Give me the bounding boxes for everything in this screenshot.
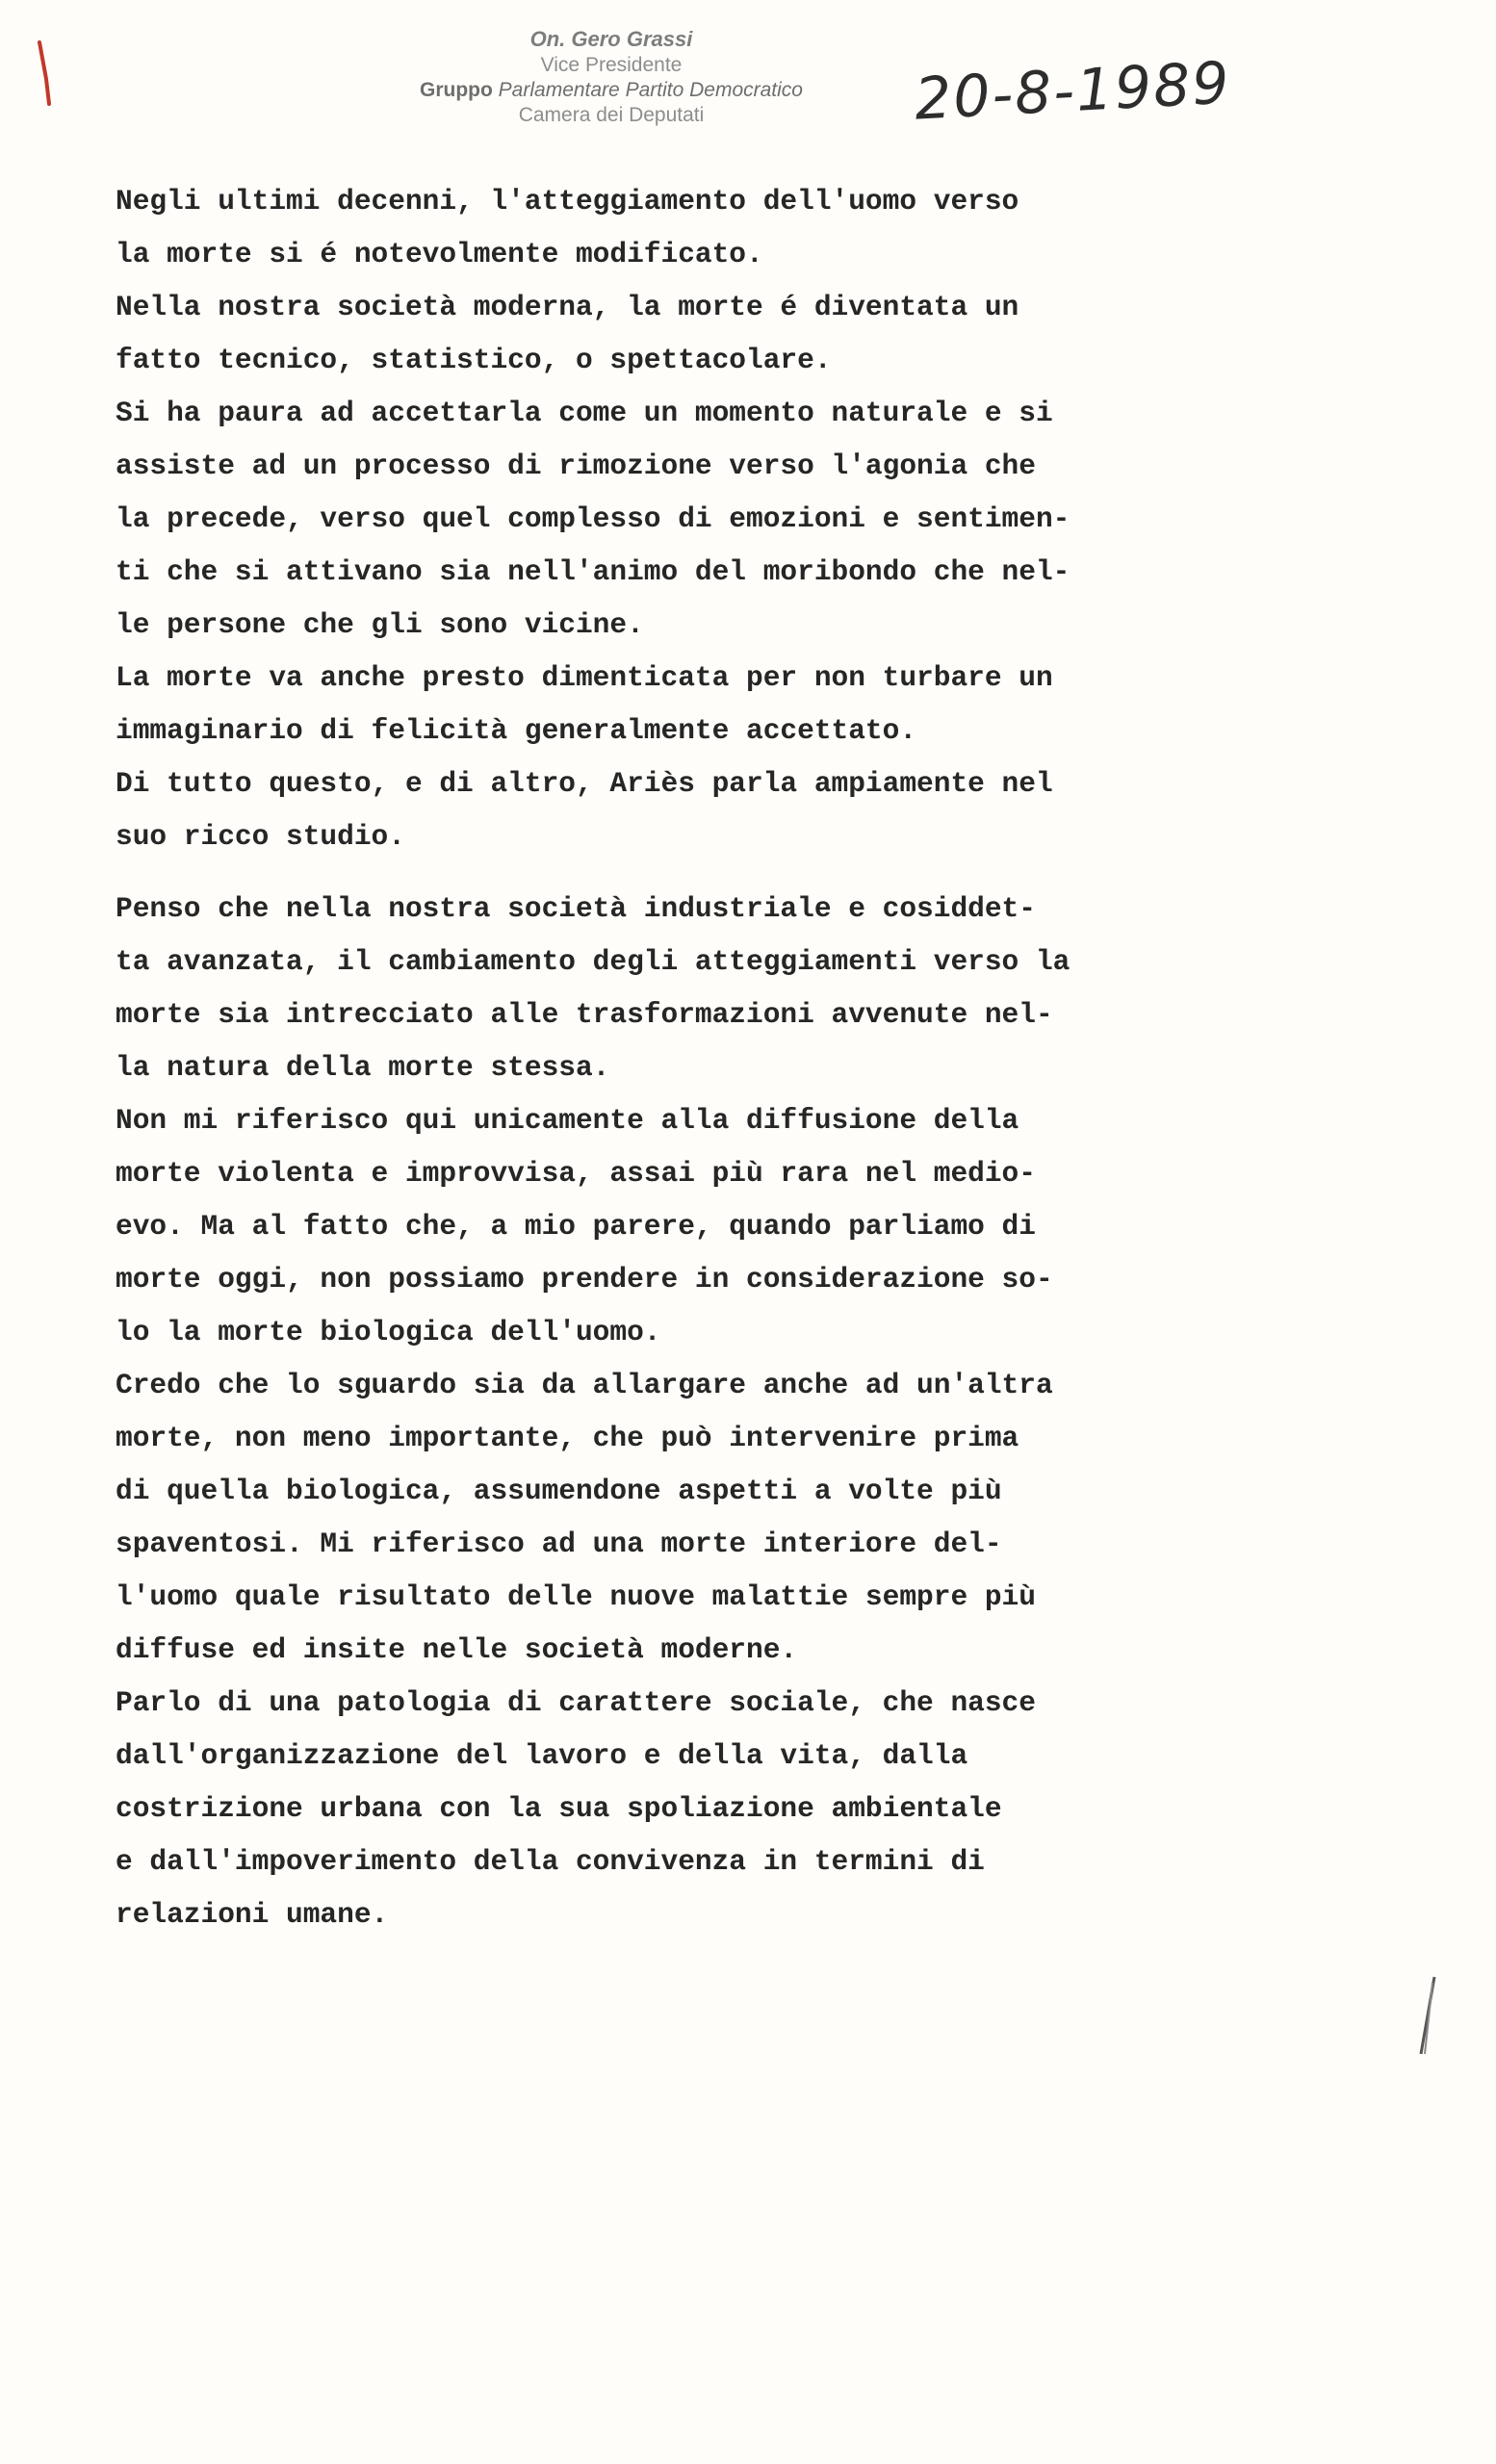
text-line: Negli ultimi decenni, l'atteggiamento dell'uomo verso	[116, 185, 1019, 218]
paragraph-2	[116, 883, 1194, 1941]
text-line: relazioni umane.	[116, 1898, 389, 1931]
text-line: evo. Ma al fatto che, a mio parere, quando parliamo di	[116, 1210, 1036, 1243]
letterhead-chamber: Camera dei Deputati	[518, 104, 705, 126]
handwritten-date: 20-8-1989	[913, 49, 1233, 134]
text-line: diffuse ed insite nelle società moderne.	[116, 1633, 798, 1666]
typed-body	[116, 175, 1194, 1941]
text-line: La morte va anche presto dimenticata per non turbare un	[116, 661, 1053, 694]
letterhead-group	[385, 79, 838, 102]
letterhead-group-prefix: Gruppo	[420, 79, 493, 101]
letterhead-role: Vice Presidente	[540, 54, 683, 76]
text-line: morte sia intrecciato alle trasformazioni avvenute nel-	[116, 998, 1053, 1031]
text-line: immaginario di felicità generalmente accettato.	[116, 714, 917, 747]
text-line: di quella biologica, assumendone aspetti a volte più	[116, 1475, 1002, 1507]
text-line: le persone che gli sono vicine.	[116, 608, 644, 641]
text-line: spaventosi. Mi riferisco ad una morte interiore del-	[116, 1527, 1002, 1560]
text-line: Parlo di una patologia di carattere sociale, che nasce	[116, 1686, 1036, 1719]
text-line: Non mi riferisco qui unicamente alla diffusione della	[116, 1104, 1019, 1137]
text-line: Penso che nella nostra società industriale e cosiddet-	[116, 892, 1036, 925]
letterhead-group-rest: Parlamentare Partito Democratico	[492, 79, 803, 101]
text-line: Si ha paura ad accettarla come un momento naturale e si	[116, 397, 1053, 429]
text-line: fatto tecnico, statistico, o spettacolare.	[116, 344, 832, 376]
text-line: assiste ad un processo di rimozione verso l'agonia che	[116, 449, 1036, 482]
text-line: dall'organizzazione del lavoro e della vita, dalla	[116, 1739, 968, 1772]
letterhead-name: On. Gero Grassi	[529, 27, 693, 51]
text-line: morte oggi, non possiamo prendere in considerazione so-	[116, 1263, 1053, 1296]
red-pen-mark	[37, 40, 52, 108]
text-line: e dall'impoverimento della convivenza in termini di	[116, 1845, 985, 1878]
text-line: Di tutto questo, e di altro, Ariès parla ampiamente nel	[116, 767, 1053, 800]
text-line: l'uomo quale risultato delle nuove malattie sempre più	[116, 1580, 1036, 1613]
letterhead-stamp	[385, 27, 838, 127]
text-line: lo la morte biologica dell'uomo.	[116, 1316, 661, 1348]
text-line: ti che si attivano sia nell'animo del moribondo che nel-	[116, 555, 1070, 588]
text-line: suo ricco studio.	[116, 820, 405, 853]
text-line: Credo che lo sguardo sia da allargare anche ad un'altra	[116, 1369, 1053, 1401]
text-line: la precede, verso quel complesso di emozioni e sentimen-	[116, 502, 1070, 535]
text-line: morte violenta e improvvisa, assai più rara nel medio-	[116, 1157, 1036, 1190]
text-line: morte, non meno importante, che può intervenire prima	[116, 1422, 1019, 1454]
text-line: la natura della morte stessa.	[116, 1051, 610, 1084]
text-line: Nella nostra società moderna, la morte é diventata un	[116, 291, 1019, 323]
text-line: ta avanzata, il cambiamento degli atteggiamenti verso la	[116, 945, 1070, 978]
text-line: la morte si é notevolmente modificato.	[116, 238, 763, 270]
text-line: costrizione urbana con la sua spoliazione ambientale	[116, 1792, 1002, 1825]
pencil-mark	[1413, 1973, 1442, 2060]
paragraph-1	[116, 175, 1194, 863]
